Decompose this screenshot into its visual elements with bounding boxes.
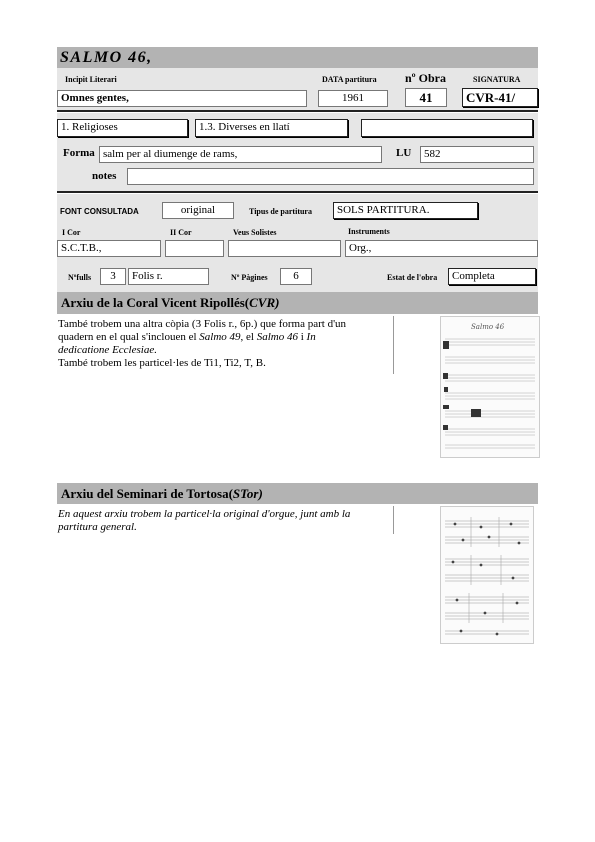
data-partitura-label: DATA partitura — [322, 75, 377, 84]
instruments-label: Instruments — [348, 227, 390, 236]
column-divider — [393, 316, 394, 374]
lu-label: LU — [396, 147, 412, 159]
nfulls-label: Nºfulls — [68, 273, 92, 282]
section-header-text: Arxiu del Seminari de Tortosa( — [61, 486, 233, 501]
divider — [57, 191, 538, 193]
instruments-field[interactable]: Org., — [345, 240, 538, 257]
incipit-field[interactable]: Omnes gentes, — [57, 90, 307, 107]
section-header-cvr — [57, 292, 538, 314]
incipit-label: Incipit Literari — [65, 75, 117, 84]
svg-text:Salmo 46: Salmo 46 — [471, 323, 505, 331]
i-cor-label: I Cor — [62, 228, 81, 237]
forma-label: Forma — [63, 147, 95, 159]
section-text-stor — [58, 508, 393, 534]
text-line: partitura general. — [58, 521, 137, 533]
text-line: També trobem una altra còpia (3 Folis r., 6p.) que forma part d'un — [58, 318, 347, 330]
divider — [57, 110, 538, 112]
category-field-2[interactable]: 1.3. Diverses en llatí — [195, 119, 348, 137]
score-thumbnail — [440, 506, 534, 644]
nfulls-field[interactable]: 3 — [100, 268, 126, 285]
n-obra-field[interactable]: 41 — [405, 88, 447, 107]
score-thumbnail — [440, 316, 540, 458]
forma-field[interactable]: salm per al diumenge de rams, — [99, 146, 382, 163]
i-cor-field[interactable]: S.C.T.B., — [57, 240, 161, 257]
font-consultada-label: FONT CONSULTADA — [60, 207, 139, 216]
notes-label: notes — [92, 170, 117, 182]
npagines-field[interactable]: 6 — [280, 268, 312, 285]
estat-field[interactable]: Completa — [448, 268, 536, 285]
page-title: SALMO 46, — [60, 49, 153, 66]
text-line: quadern en el qual s'inclouen el Salmo 49, el Salmo 46 i In — [58, 331, 316, 343]
veus-solistes-label: Veus Solistes — [233, 228, 277, 237]
npagines-label: Nº Pàgines — [231, 273, 268, 282]
folis-field[interactable]: Folis r. — [128, 268, 209, 285]
ii-cor-field[interactable] — [165, 240, 224, 257]
section-text-cvr — [58, 318, 393, 370]
data-partitura-field[interactable]: 1961 — [318, 90, 388, 107]
notes-field[interactable] — [127, 168, 534, 185]
estat-label: Estat de l'obra — [387, 273, 438, 282]
text-line: En aquest arxiu trobem la particel·la original d'orgue, junt amb la — [58, 508, 351, 520]
column-divider — [393, 506, 394, 534]
n-obra-label: nº Obra — [405, 71, 446, 85]
category-field-1[interactable]: 1. Religioses — [57, 119, 188, 137]
tipus-partitura-field[interactable]: SOLS PARTITURA. — [333, 202, 478, 219]
section-header-code: STor) — [232, 486, 263, 501]
lu-field[interactable]: 582 — [420, 146, 534, 163]
text-line: També trobem les particel·les de Ti1, Ti2, T, B. — [58, 357, 266, 369]
section-header-code: CVR) — [249, 295, 280, 310]
text-line: dedicatione Ecclesiae. — [58, 344, 157, 356]
veus-solistes-field[interactable] — [228, 240, 341, 257]
section-header-text: Arxiu de la Coral Vicent Ripollés( — [61, 295, 250, 310]
ii-cor-label: II Cor — [170, 228, 192, 237]
tipus-partitura-label: Tipus de partitura — [249, 207, 312, 216]
section-header-stor — [57, 483, 538, 504]
font-consultada-field[interactable]: original — [162, 202, 234, 219]
signatura-field[interactable]: CVR-41/ — [462, 88, 538, 107]
signatura-label: SIGNATURA — [473, 75, 521, 84]
category-field-3[interactable] — [361, 119, 533, 137]
